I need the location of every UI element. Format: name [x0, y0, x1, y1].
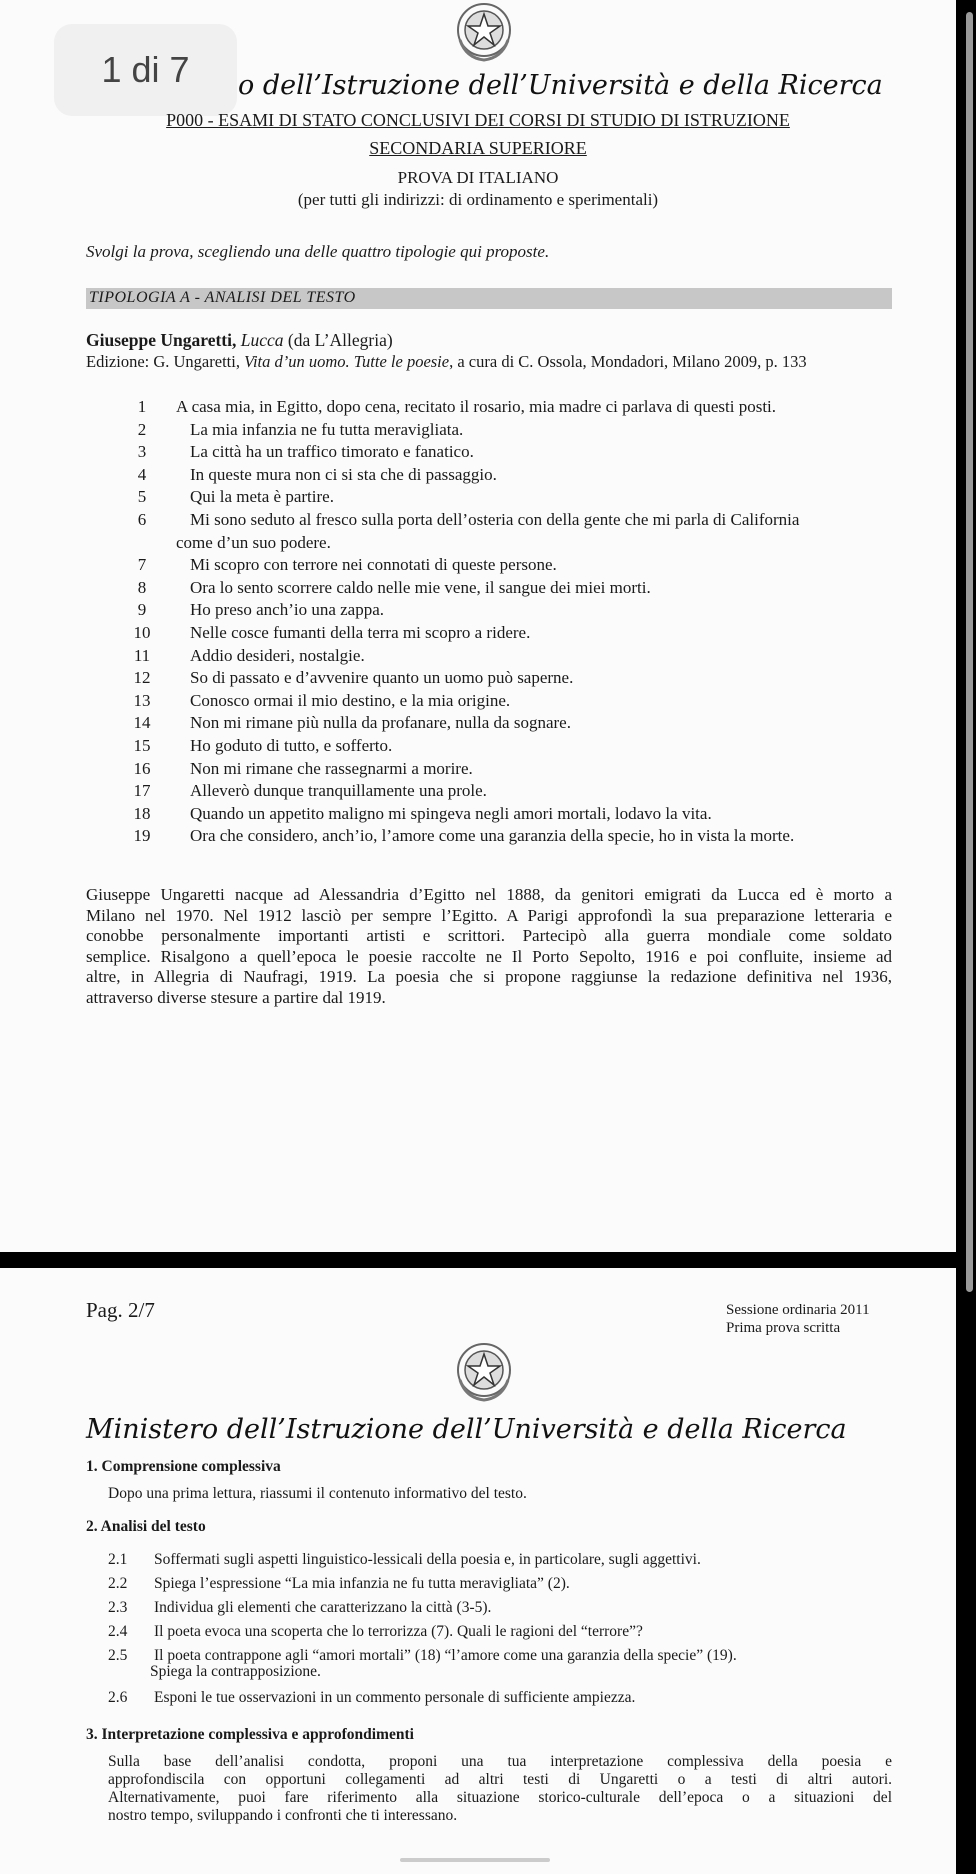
poem-source: (da L’Allegria): [283, 330, 393, 350]
document-page-2: [0, 1268, 956, 1874]
verse-text: Ho preso anch’io una zappa.: [190, 600, 385, 620]
question-number: 2.5: [108, 1647, 128, 1664]
bio-line: altre, in Allegria di Naufragi, 1919. La poesia che si propone raggiunse la redazione definitiva nel 1936,: [86, 967, 892, 986]
verse-text: La città ha un traffico timorato e fanatico.: [190, 442, 474, 462]
ministry-header: o dell’Istruzione dell’Università e della Ricerca: [238, 70, 883, 101]
session-label: Sessione ordinaria 2011: [726, 1302, 870, 1318]
verse-text: So di passato e d’avvenire quanto un uomo può saperne.: [190, 668, 574, 688]
edition-title: Vita d’un uomo. Tutte le poesie: [244, 352, 450, 371]
question-text: Il poeta evoca una scoperta che lo terrorizza (7). Quali le ragioni del “terrore”?: [154, 1623, 643, 1640]
author-name: Giuseppe Ungaretti,: [86, 330, 241, 350]
verse-text: Alleverò dunque tranquillamente una prole.: [190, 781, 487, 801]
verse-text: Mi sono seduto al fresco sulla porta dell’osteria con della gente che mi parla di California: [190, 510, 800, 529]
tipologia-label: TIPOLOGIA A - ANALISI DEL TESTO: [89, 289, 356, 306]
prova-title: PROVA DI ITALIANO: [397, 168, 559, 187]
page-label: Pag. 2/7: [86, 1298, 155, 1322]
author-biography: [86, 885, 892, 1008]
verse-number: 19: [133, 826, 151, 846]
s3-line: Sulla base dell’analisi condotta, proponi una tua interpretazione complessiva della poesia e: [108, 1753, 892, 1770]
bio-line: conobbe personalmente importanti artisti e scrittori. Partecipò alla guerra mondiale come soldato: [86, 926, 892, 945]
verse-text: Qui la meta è partire.: [190, 487, 334, 507]
s3-line: Alternativamente, puoi fare riferimento alla situazione storico-culturale dell’epoca o a situazioni del: [108, 1789, 892, 1806]
edition-line: [86, 352, 807, 372]
question-number: 2.1: [108, 1551, 128, 1568]
question-text: Il poeta contrappone agli “amori mortali” (18) “l’amore come una garanzia della specie” (19).: [154, 1647, 737, 1664]
s3-line: approfondiscila con opportuni collegamenti ad altri testi di Ungaretti o a testi di altri autori.: [108, 1771, 892, 1788]
tipologia-heading: [86, 288, 892, 309]
verse-number: 15: [133, 736, 151, 755]
verse-number: 11: [133, 645, 151, 665]
question-text: Soffermati sugli aspetti linguistico-lessicali della poesia e, in particolare, sugli aggettivi.: [154, 1551, 701, 1568]
verse-number: 16: [133, 758, 151, 778]
question-text: Spiega la contrapposizione.: [150, 1663, 321, 1680]
section-3-title: 3. Interpretazione complessiva e approfondimenti: [86, 1726, 414, 1743]
verse-number: 17: [133, 781, 151, 801]
s3-line: nostro tempo, sviluppando i confronti che ti interessano.: [108, 1807, 458, 1824]
ministry-header: Ministero dell’Istruzione dell’Università e della Ricerca: [86, 1414, 847, 1445]
prova-scritta-label: Prima prova scritta: [726, 1320, 841, 1336]
bio-line: attraverso diverse stesure a partire dal 1919.: [86, 987, 386, 1007]
bio-line: semplice. Risalgono a quell’epoca le poesie raccolte ne Il Porto Sepolto, 1916 e poi confluite, insieme ad: [86, 946, 892, 966]
section-2-title: 2. Analisi del testo: [86, 1518, 206, 1535]
verse-text: come d’un suo podere.: [176, 532, 331, 552]
verse-number: 13: [133, 690, 151, 710]
italian-republic-emblem-icon: [452, 1340, 516, 1404]
question-number: 2.2: [108, 1575, 128, 1592]
edition-rest: , a cura di C. Ossola, Mondadori, Milano 2009, p. 133: [449, 352, 807, 371]
verse-text: Conosco ormai il mio destino, e la mia origine.: [190, 690, 511, 710]
page-indicator: 1 di 7: [54, 24, 237, 116]
verse-text: Addio desideri, nostalgie.: [190, 645, 365, 665]
question-text: Spiega l’espressione “La mia infanzia ne fu tutta meravigliata” (2).: [154, 1575, 570, 1592]
verse-number: 18: [133, 803, 151, 823]
verse-number: 7: [137, 555, 147, 575]
indirizzi-note: (per tutti gli indirizzi: di ordinamento e sperimentali): [297, 190, 659, 209]
verse-number: 3: [137, 442, 147, 462]
verse-text: Ho goduto di tutto, e sofferto.: [190, 736, 393, 755]
verse-number: 10: [133, 623, 151, 642]
section-3-text: [108, 1753, 892, 1825]
bio-line: Milano nel 1970. Nel 1912 lasciò per sempre l’Egitto. A Parigi approfondì la sua preparazione letteraria e: [86, 905, 892, 925]
question-number: 2.3: [108, 1599, 128, 1616]
scrollbar[interactable]: [966, 12, 973, 1292]
verse-text: Non mi rimane più nulla da profanare, nulla da sognare.: [190, 713, 571, 733]
verse-number: 2: [137, 419, 147, 439]
verse-text: Mi scopro con terrore nei connotati di queste persone.: [190, 555, 557, 575]
verse-text: La mia infanzia ne fu tutta meravigliata.: [190, 419, 464, 439]
poem-title: Lucca: [240, 330, 284, 350]
verse-number: 6: [137, 510, 147, 529]
verse-text: A casa mia, in Egitto, dopo cena, recitato il rosario, mia madre ci parlava di questi posti.: [176, 397, 777, 416]
section-1-text: Dopo una prima lettura, riassumi il contenuto informativo del testo.: [108, 1485, 527, 1502]
verse-text: Ora lo sento scorrere caldo nelle mie vene, il sangue dei miei morti.: [190, 577, 651, 597]
verse-number: 8: [137, 577, 147, 597]
home-indicator: [400, 1858, 550, 1862]
exam-title-line-1: P000 - ESAMI DI STATO CONCLUSIVI DEI CORSI DI STUDIO DI ISTRUZIONE: [166, 110, 790, 130]
verse-number: 12: [133, 668, 151, 688]
verse-number: 5: [137, 487, 147, 507]
question-text: Individua gli elementi che caratterizzano la città (3-5).: [154, 1599, 492, 1616]
instruction: Svolgi la prova, scegliendo una delle quattro tipologie qui proposte.: [86, 242, 550, 261]
exam-title-line-2: SECONDARIA SUPERIORE: [369, 138, 587, 158]
question-number: 2.4: [108, 1623, 128, 1640]
verse-number: 14: [133, 713, 151, 733]
italian-republic-emblem-icon: [452, 0, 516, 64]
verse-text: Quando un appetito maligno mi spingeva negli amori mortali, lodavo la vita.: [190, 803, 712, 823]
question-text: Esponi le tue osservazioni in un commento personale di sufficiente ampiezza.: [154, 1689, 636, 1706]
verse-number: 1: [137, 397, 147, 416]
question-number: 2.6: [108, 1689, 128, 1706]
verse-number: 9: [137, 600, 147, 620]
section-1-title: 1. Comprensione complessiva: [86, 1458, 281, 1475]
verse-number: 4: [137, 464, 147, 484]
bio-line: Giuseppe Ungaretti nacque ad Alessandria d’Egitto nel 1888, da genitori emigrati da Lucca ed è morto a: [86, 885, 892, 904]
verse-text: In queste mura non ci si sta che di passaggio.: [190, 464, 497, 484]
verse-text: Non mi rimane che rassegnarmi a morire.: [190, 758, 473, 778]
edition-prefix: Edizione: G. Ungaretti,: [86, 352, 245, 371]
verse-text: Nelle cosce fumanti della terra mi scopro a ridere.: [190, 623, 531, 642]
author-line: [86, 330, 393, 351]
verse-text: Ora che considero, anch’io, l’amore come una garanzia della specie, ho in vista la morte.: [190, 826, 795, 846]
